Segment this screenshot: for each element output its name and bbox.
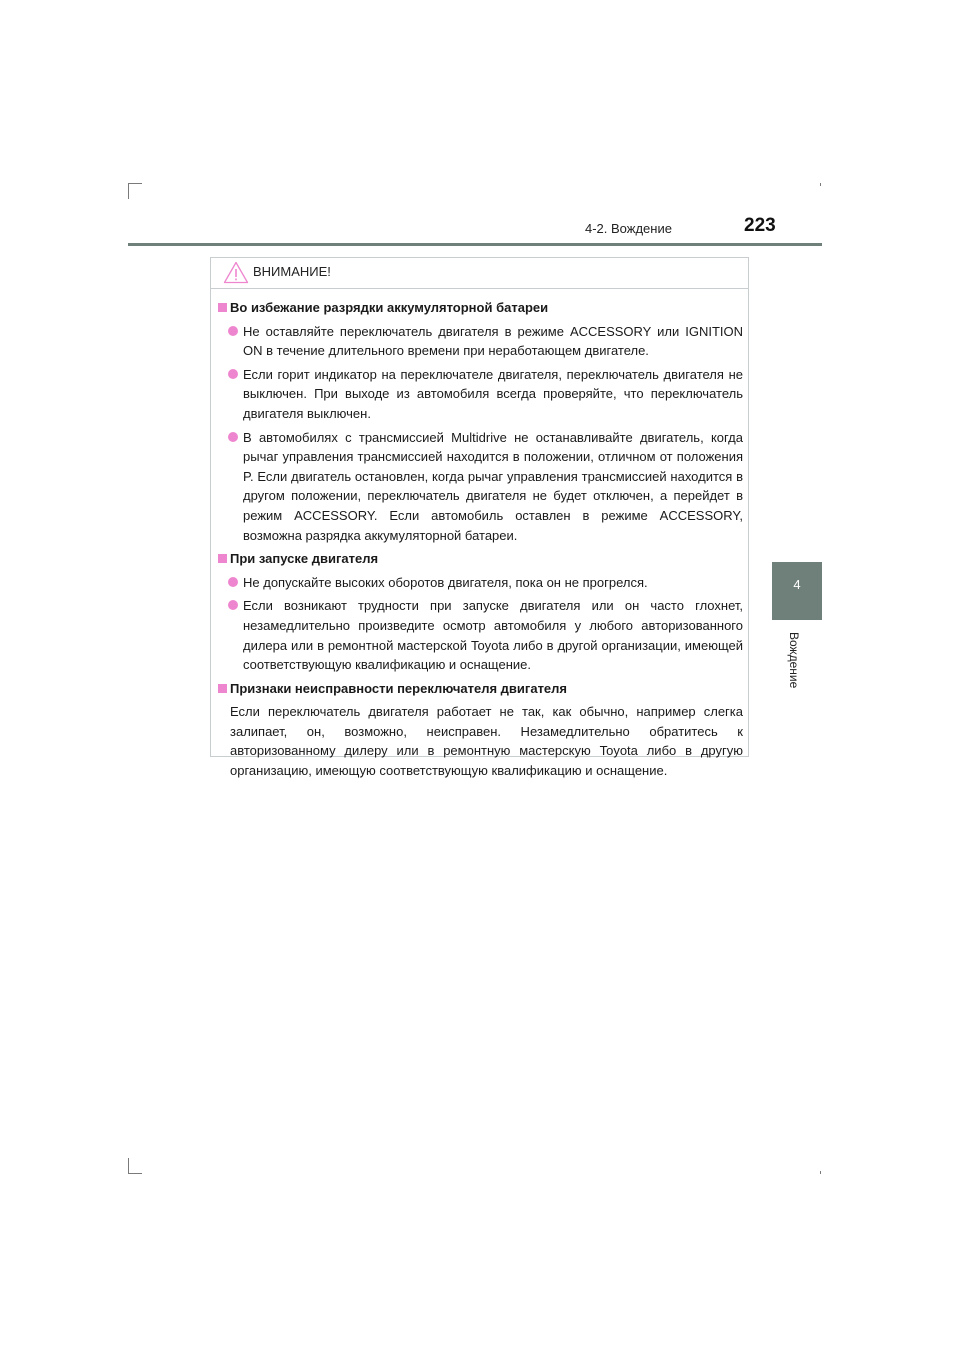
section-battery <box>211 298 750 545</box>
section-heading <box>211 549 750 569</box>
list-item <box>211 428 750 546</box>
page-number: 223 <box>744 215 776 236</box>
list-item-text: Не допускайте высоких оборотов двигателя, пока он не прогрелся. <box>243 574 648 590</box>
section-paragraph: Если переключатель двигателя работает не так, как обычно, например слегка залипает, он, возможно, неисправен. Незамедлительно обратитесь к авторизованному дилеру или в ремонтную мастерскую Toyota либо в другую организацию, имеющую соответствующую квалификацию и оснащение. <box>230 704 743 779</box>
list-item-text: Если возникают трудности при запуске двигателя или он часто глохнет, незамедлительно произведите осмотр автомобиля у любого авторизованного дилера или в ремонтной мастерской Toyota либо в другой организации, имеющей соответствующую квалификацию и оснащение. <box>243 598 743 673</box>
crop-mark-bottom-right <box>820 1171 821 1174</box>
list-item-text: В автомобилях с трансмиссией Multidrive не останавливайте двигатель, когда рычаг управления трансмиссией находится в положении, отличном от положения P. Если двигатель остановлен, когда рычаг управления трансмиссией находится в другом положении, переключатель двигателя не будет отключен, а перейдет в режим ACCESSORY. Если автомобиль оставлен в режиме ACCESSORY, возможна разрядка аккумуляторной батареи. <box>243 429 743 543</box>
chapter-tab <box>772 562 822 620</box>
section-heading <box>211 679 750 699</box>
section-engine-start <box>211 549 750 675</box>
section-heading-text: Признаки неисправности переключателя двигателя <box>230 680 568 696</box>
warning-box <box>210 257 749 779</box>
list-item <box>211 365 750 424</box>
chapter-number: 4 <box>793 577 801 592</box>
list-item <box>211 322 750 361</box>
header-rule <box>128 243 822 246</box>
chapter-label: Вождение <box>787 632 801 689</box>
round-bullet-icon <box>228 432 238 442</box>
crop-mark-top-right <box>820 183 821 186</box>
section-heading <box>211 298 750 318</box>
warning-box-header <box>211 258 748 289</box>
crop-mark-bottom-left-v <box>128 1158 129 1174</box>
warning-content <box>211 298 750 785</box>
section-heading-text: Во избежание разрядки аккумуляторной батареи <box>230 300 549 315</box>
square-bullet-icon <box>218 554 227 563</box>
section-switch-malfunction <box>211 679 750 781</box>
round-bullet-icon <box>228 326 238 336</box>
round-bullet-icon <box>228 369 238 379</box>
crop-mark-top-left-v <box>128 183 129 199</box>
square-bullet-icon <box>218 303 227 312</box>
warning-title: ВНИМАНИЕ! <box>253 264 331 279</box>
crop-mark-bottom-left-h <box>128 1173 142 1174</box>
list-item <box>211 573 750 593</box>
square-bullet-icon <box>218 684 227 693</box>
round-bullet-icon <box>228 600 238 610</box>
warning-triangle-icon <box>223 261 249 284</box>
list-item-text: Если горит индикатор на переключателе двигателя, переключатель двигателя не выключен. При выходе из автомобиля всегда проверяйте, что переключатель двигателя выключен. <box>243 366 743 421</box>
list-item-text: Не оставляйте переключатель двигателя в режиме ACCESSORY или IGNITION ON в течение длительного времени при неработающем двигателе. <box>243 323 743 359</box>
round-bullet-icon <box>228 577 238 587</box>
list-item <box>211 596 750 674</box>
crop-mark-top-left-h <box>128 183 142 184</box>
section-heading-text: При запуске двигателя <box>230 551 379 567</box>
section-title: 4-2. Вождение <box>585 221 672 236</box>
